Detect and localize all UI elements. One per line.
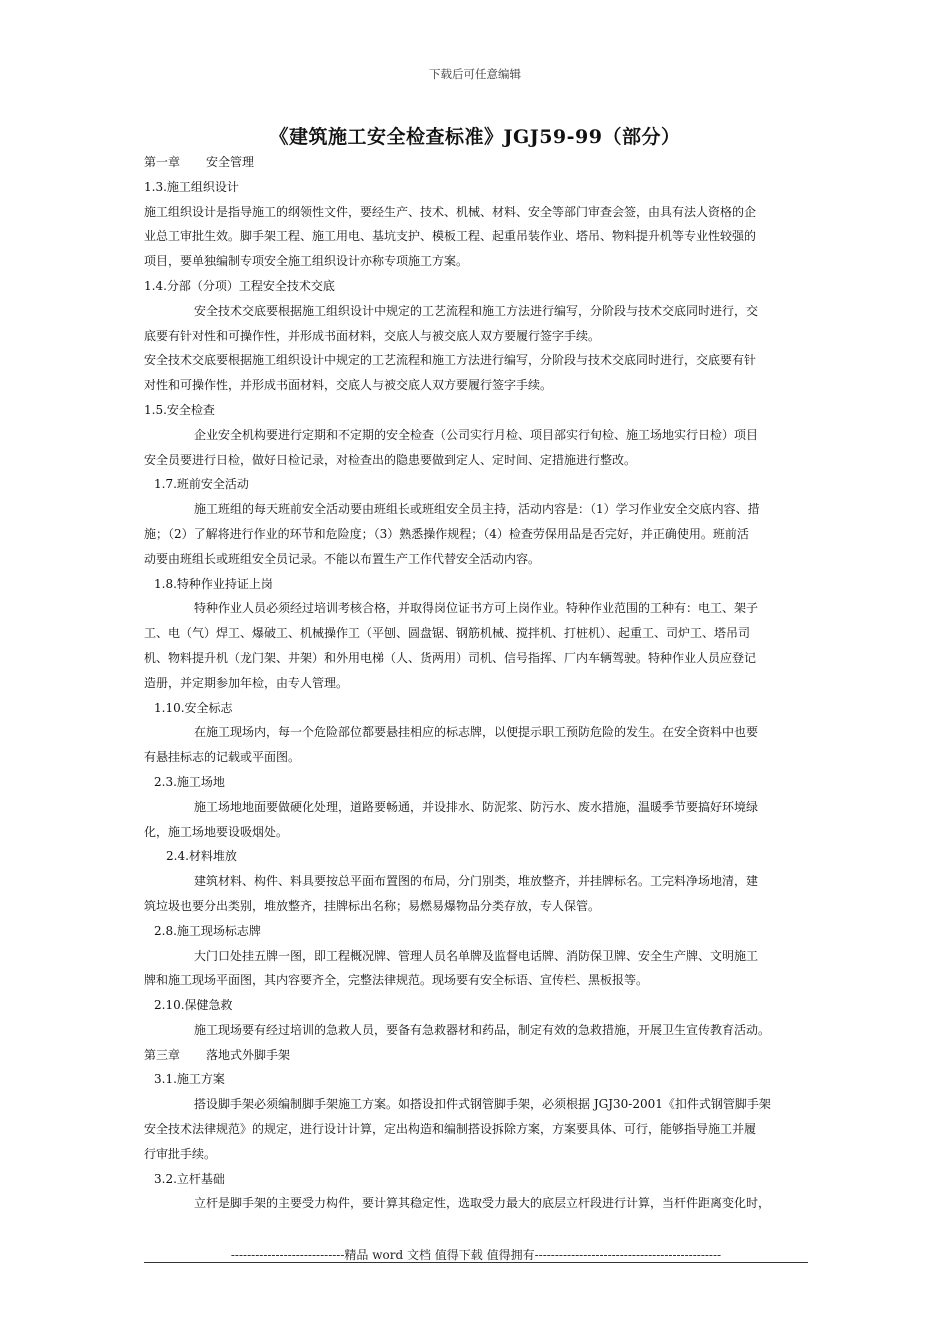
paragraph-line: 业总工审批生效。脚手架工程、施工用电、基坑支护、模板工程、起重吊装作业、塔吊、物料提升机等专业性较强的 bbox=[144, 229, 757, 244]
chapter-name: 落地式外脚手架 bbox=[206, 1047, 291, 1062]
paragraph-line: 施；（2）了解将进行作业的环节和危险度；（3）熟悉操作规程；（4）检查劳保用品是否完好，并正确使用。班前活 bbox=[144, 526, 749, 541]
paragraph-line: 机、物料提升机（龙门架、井架）和外用电梯（人、货两用）司机、信号指挥、厂内车辆驾驶。特种作业人员应登记 bbox=[144, 650, 757, 665]
paragraph-line: 安全技术交底要根据施工组织设计中规定的工艺流程和施工方法进行编写，分阶段与技术交底同时进行，交底要有针 bbox=[144, 353, 757, 368]
paragraph-line: 有悬挂标志的记载或平面图。 bbox=[144, 750, 301, 765]
section-heading: 1.3.施工组织设计 bbox=[144, 179, 239, 194]
paragraph-line: 施工场地地面要做硬化处理，道路要畅通，并设排水、防泥浆、防污水、废水措施，温暖季节要搞好环境绿 bbox=[194, 799, 759, 814]
paragraph-line: 动要由班组长或班组安全员记录。不能以布置生产工作代替安全活动内容。 bbox=[144, 551, 541, 566]
paragraph-line: 行审批手续。 bbox=[144, 1146, 217, 1161]
section-heading: 1.7.班前安全活动 bbox=[154, 477, 249, 492]
paragraph-line: 施工组织设计是指导施工的纲领性文件，要经生产、技术、机械、材料、安全等部门审查会签，由具有法人资格的企 bbox=[144, 204, 757, 219]
paragraph-line: 项目，要单独编制专项安全施工组织设计亦称专项施工方案。 bbox=[144, 254, 469, 269]
page-header: 下载后可任意编辑 bbox=[429, 67, 521, 81]
paragraph-line: 底要有针对性和可操作性，并形成书面材料，交底人与被交底人双方要履行签字手续。 bbox=[144, 328, 601, 343]
section-heading: 3.2.立杆基础 bbox=[154, 1171, 225, 1186]
paragraph-line: 建筑材料、构件、料具要按总平面布置图的布局，分门别类，堆放整齐，并挂牌标名。工完料净场地清，建 bbox=[194, 874, 759, 889]
chapter-name: 安全管理 bbox=[206, 155, 255, 169]
chapter-heading bbox=[144, 1043, 808, 1068]
paragraph-line: 安全员要进行日检，做好日检记录，对检查出的隐患要做到定人、定时间、定措施进行整改。 bbox=[144, 452, 637, 467]
document-title: 《建筑施工安全检查标准》JGJ59-99（部分） bbox=[269, 126, 681, 148]
section-heading: 1.5.安全检查 bbox=[144, 402, 215, 417]
paragraph-line: 大门口处挂五牌一图，即工程概况牌、管理人员名单牌及监督电话牌、消防保卫牌、安全生产牌、文明施工 bbox=[194, 948, 759, 963]
chapter-heading bbox=[144, 150, 808, 175]
document-body bbox=[144, 150, 808, 1216]
paragraph-line: 牌和施工现场平面图，其内容要齐全，完整法律规范。现场要有安全标语、宣传栏、黑板报等。 bbox=[144, 973, 649, 988]
section-heading: 2.10.保健急救 bbox=[154, 998, 233, 1013]
section-heading: 1.4.分部（分项）工程安全技术交底 bbox=[144, 278, 335, 293]
paragraph-line: 造册，并定期参加年检，由专人管理。 bbox=[144, 675, 349, 690]
paragraph-line: 工、电（气）焊工、爆破工、机械操作工（平刨、圆盘锯、钢筋机械、搅拌机、打桩机）、起重工、司炉工、塔吊司 bbox=[144, 626, 751, 641]
section-heading: 2.8.施工现场标志牌 bbox=[154, 923, 261, 938]
paragraph-line: 安全技术法律规范》的规定，进行设计计算，定出构造和编制搭设拆除方案，方案要具体、可行，能够指导施工并履 bbox=[144, 1122, 757, 1137]
paragraph-line: 筑垃圾也要分出类别，堆放整齐，挂牌标出名称；易燃易爆物品分类存放，专人保管。 bbox=[144, 898, 601, 913]
section-heading: 1.8.特种作业持证上岗 bbox=[154, 576, 273, 591]
paragraph-line: 在施工现场内，每一个危险部位都要悬挂相应的标志牌，以便提示职工预防危险的发生。在安全资料中也要 bbox=[194, 725, 759, 740]
paragraph-line: 特种作业人员必须经过培训考核合格，并取得岗位证书方可上岗作业。特种作业范围的工种有：电工、架子 bbox=[194, 601, 759, 616]
paragraph-line: 企业安全机构要进行定期和不定期的安全检查（公司实行月检、项目部实行旬检、施工场地实行日检）项目 bbox=[194, 427, 759, 442]
paragraph-line: 对性和可操作性，并形成书面材料，交底人与被交底人双方要履行签字手续。 bbox=[144, 378, 553, 393]
page-footer: ----------------------------精品 word 文档 值得下载 值得拥有---------------------------------------------- bbox=[230, 1248, 722, 1262]
footer-rule bbox=[144, 1262, 808, 1263]
chapter-number: 第一章 bbox=[144, 155, 181, 169]
paragraph-line: 施工现场要有经过培训的急救人员，要备有急救器材和药品，制定有效的急救措施，开展卫生宣传教育活动。 bbox=[194, 1022, 771, 1037]
paragraph-line: 安全技术交底要根据施工组织设计中规定的工艺流程和施工方法进行编写，分阶段与技术交底同时进行，交 bbox=[194, 303, 759, 318]
chapter-number: 第三章 bbox=[144, 1047, 181, 1062]
paragraph-line: 施工班组的每天班前安全活动要由班组长或班组安全员主持，活动内容是：（1）学习作业安全交底内容、措 bbox=[194, 502, 760, 517]
section-heading: 2.3.施工场地 bbox=[154, 774, 225, 789]
paragraph-line: 化，施工场地要设吸烟处。 bbox=[144, 824, 289, 839]
paragraph-line: 立杆是脚手架的主要受力构件，要计算其稳定性，选取受力最大的底层立杆段进行计算，当杆件距离变化时， bbox=[194, 1196, 771, 1211]
section-heading: 2.4.材料堆放 bbox=[166, 849, 237, 864]
section-heading: 1.10.安全标志 bbox=[154, 700, 233, 715]
section-heading: 3.1.施工方案 bbox=[154, 1072, 225, 1087]
paragraph-line: 搭设脚手架必须编制脚手架施工方案。如搭设扣件式钢管脚手架，必须根据 JGJ30-2001《扣件式钢管脚手架 bbox=[194, 1097, 771, 1112]
